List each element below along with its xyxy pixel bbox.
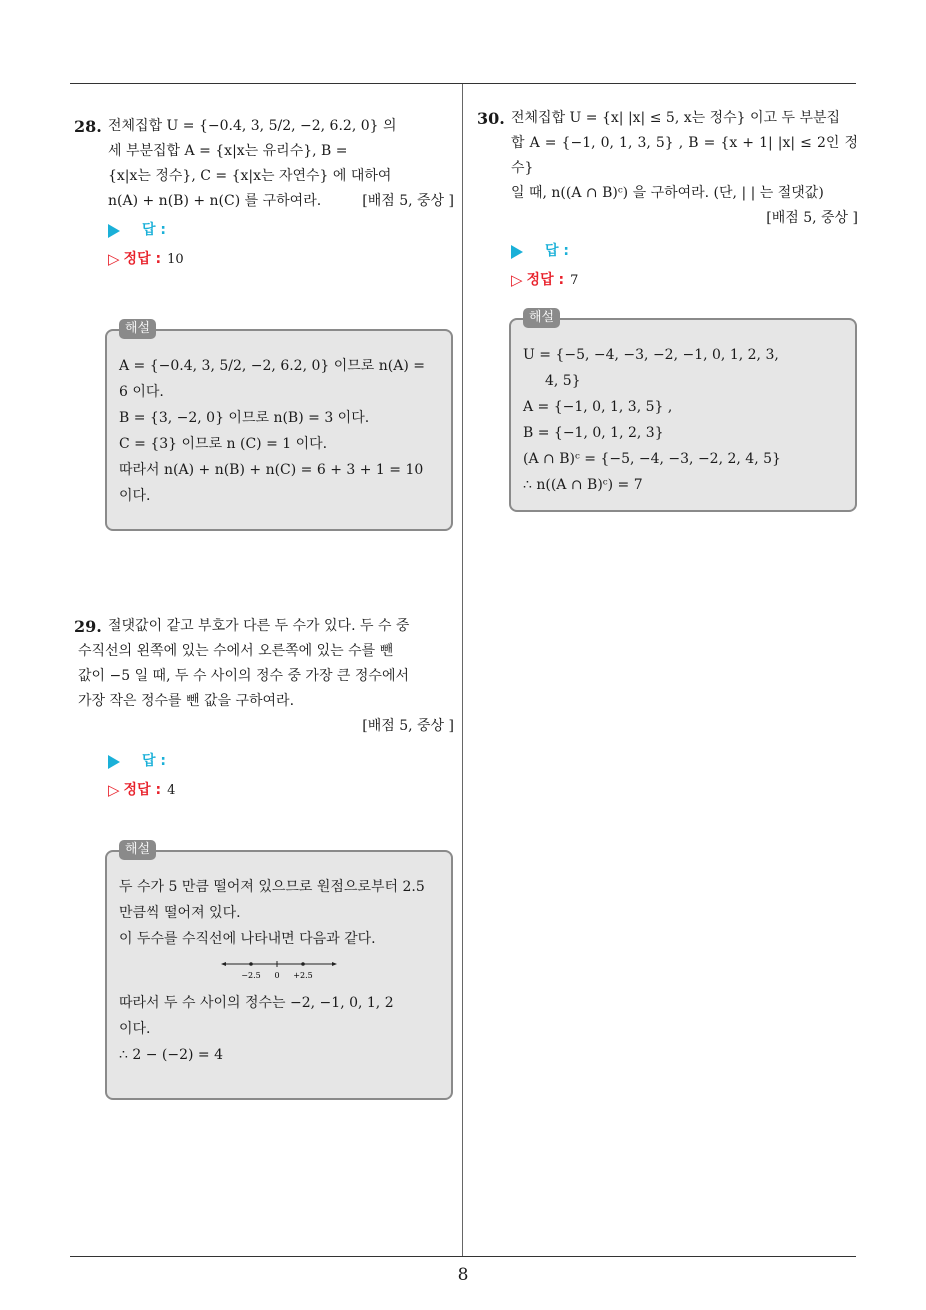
solution-box-30: 해설 U = {−5, −4, −3, −2, −1, 0, 1, 2, 3, 4, 5} A = {−1, 0, 1, 3, 5} , B = {−1, 0, 1, 2, 3} (A ∩ B)ᶜ = {−5, −4, −3, −2, 2, 4, 5} ∴ n((A ∩ B)ᶜ) = 7 — [509, 318, 857, 512]
correct-answer-row — [108, 247, 454, 272]
correct-answer-row — [108, 778, 454, 803]
column-divider — [462, 84, 463, 1257]
question-number: 29. — [74, 617, 102, 636]
bottom-rule — [70, 1256, 856, 1257]
point-left — [249, 962, 253, 966]
label-left: −2.5 — [241, 971, 261, 980]
play-triangle-icon — [108, 755, 120, 769]
outline-triangle-icon: ▷ — [108, 250, 120, 268]
answer-row[interactable] — [511, 239, 858, 264]
answer-row[interactable] — [108, 218, 454, 243]
answer-row[interactable] — [108, 749, 454, 774]
solution-box-28: 해설 A = {−0.4, 3, 5/2, −2, 6.2, 0} 이므로 n(A) = 6 이다. B = {3, −2, 0} 이므로 n(B) = 3 이다. C = {3} 이므로 n (C) = 1 이다. 따라서 n(A) + n(B) + n(C) = 6 + 3 + 1 = 10 이다. — [105, 329, 453, 531]
score-meta: [배점 5, 중상 ] — [362, 193, 454, 209]
correct-label: 정답 : — [123, 782, 162, 798]
label-right: +2.5 — [293, 971, 313, 980]
solution-tag: 해설 — [523, 308, 560, 328]
correct-label: 정답 : — [123, 251, 162, 267]
outline-triangle-icon: ▷ — [511, 271, 523, 289]
question-number: 28. — [74, 117, 102, 136]
question-text: 전체집합 U = {x| |x| ≤ 5, x는 정수} 이고 두 부분집 합 A = {−1, 0, 1, 3, 5} , B = {x + 1| |x| ≤ 2인 정수} 일 때, n((A ∩ B)ᶜ) 을 구하여라. (단, | | 는 절댓값) [배점 5, 중상 ] — [511, 106, 858, 231]
question-text: 절댓값이 같고 부호가 다른 두 수가 있다. 두 수 중 — [108, 618, 410, 634]
correct-value: 10 — [167, 252, 184, 267]
question-29: 29. 절댓값이 같고 부호가 다른 두 수가 있다. 두 수 중 수직선의 왼쪽에 있는 수에서 오른쪽에 있는 수를 뺀 값이 −5 일 때, 두 수 사이의 정수 중 가장 큰 정수에서 가장 작은 정수를 뺀 값을 구하여라. [배점 5, 중상 ] 답 : ▷ 정답 : 4 — [74, 614, 454, 803]
point-right — [301, 962, 305, 966]
correct-value: 4 — [167, 783, 176, 798]
answer-label: 답 : — [142, 222, 166, 238]
answer-label: 답 : — [142, 753, 166, 769]
correct-value: 7 — [570, 273, 579, 288]
score-meta: [배점 5, 중상 ] — [362, 718, 454, 734]
question-28 — [74, 114, 454, 272]
label-zero: 0 — [274, 971, 280, 980]
outline-triangle-icon: ▷ — [108, 781, 120, 799]
question-number: 30. — [477, 109, 505, 128]
answer-label: 답 : — [545, 243, 569, 259]
question-text: 전체집합 U = {−0.4, 3, 5/2, −2, 6.2, 0} 의 세 부분집합 A = {x|x는 유리수}, B = {x|x는 정수}, C = {x|x는 자연수} 에 대하여 n(A) + n(B) + n(C) 를 구하여라. [배점 5, 중상 ] — [108, 114, 454, 214]
solution-box-29: 해설 두 수가 5 만큼 떨어져 있으므로 원점으로부터 2.5 만큼씩 떨어져 있다. 이 두수를 수직선에 나타내면 다음과 같다. −2.5 0 +2.5 따라서 두 수 사이의 정수는 −2, −1, 0, 1, 2 이다. ∴ 2 − (−2) = 4 — [105, 850, 453, 1100]
play-triangle-icon — [108, 224, 120, 238]
play-triangle-icon — [511, 245, 523, 259]
correct-label: 정답 : — [526, 272, 565, 288]
question-30 — [477, 106, 858, 293]
number-line-diagram — [219, 956, 339, 982]
correct-answer-row — [511, 268, 858, 293]
score-meta: [배점 5, 중상 ] — [766, 210, 858, 226]
page-number: 8 — [457, 1265, 469, 1285]
solution-tag: 해설 — [119, 840, 156, 860]
solution-tag: 해설 — [119, 319, 156, 339]
top-rule — [70, 83, 856, 84]
